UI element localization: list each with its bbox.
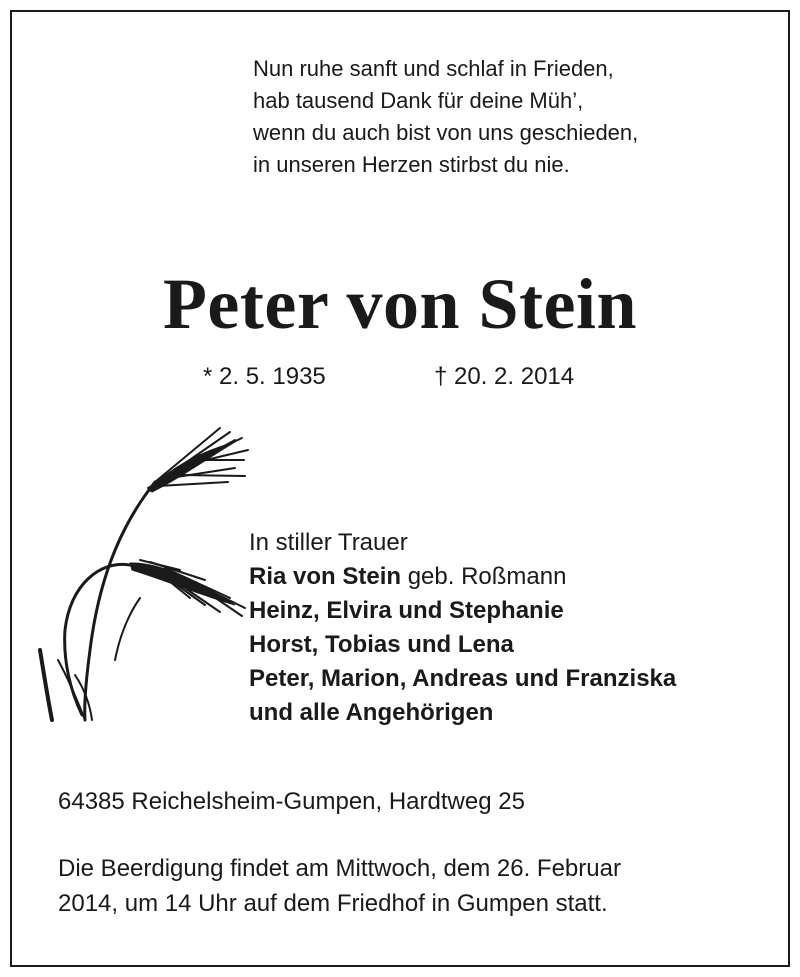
mourners-intro: In stiller Trauer <box>249 529 408 556</box>
funeral-info <box>58 851 621 921</box>
poem-line: in unseren Herzen stirbst du nie. <box>253 152 570 177</box>
poem-line: hab tausend Dank für deine Müh’, <box>253 88 584 113</box>
funeral-line: Die Beerdigung findet am Mittwoch, dem 26. Februar <box>58 855 621 882</box>
spouse-name: Ria von Stein <box>249 563 402 590</box>
address: 64385 Reichelsheim-Gumpen, Hardtweg 25 <box>58 788 525 815</box>
spouse-maiden-name: geb. Roßmann <box>401 563 567 590</box>
death-date: † 20. 2. 2014 <box>434 363 575 390</box>
wheat-icon <box>30 420 260 730</box>
birth-date: * 2. 5. 1935 <box>203 363 326 390</box>
funeral-line: 2014, um 14 Uhr auf dem Friedhof in Gumpen statt. <box>58 890 608 917</box>
family-line: Heinz, Elvira und Stephanie <box>249 597 564 624</box>
mourners-list <box>249 526 676 730</box>
family-line: Peter, Marion, Andreas und Franziska <box>249 665 677 692</box>
poem <box>253 53 638 181</box>
family-line: und alle Angehörigen <box>249 699 494 726</box>
deceased-name: Peter von Stein <box>162 264 638 344</box>
poem-line: Nun ruhe sanft und schlaf in Frieden, <box>253 56 614 81</box>
spouse-line <box>249 560 676 594</box>
poem-line: wenn du auch bist von uns geschieden, <box>253 120 639 145</box>
family-line: Horst, Tobias und Lena <box>249 631 514 658</box>
